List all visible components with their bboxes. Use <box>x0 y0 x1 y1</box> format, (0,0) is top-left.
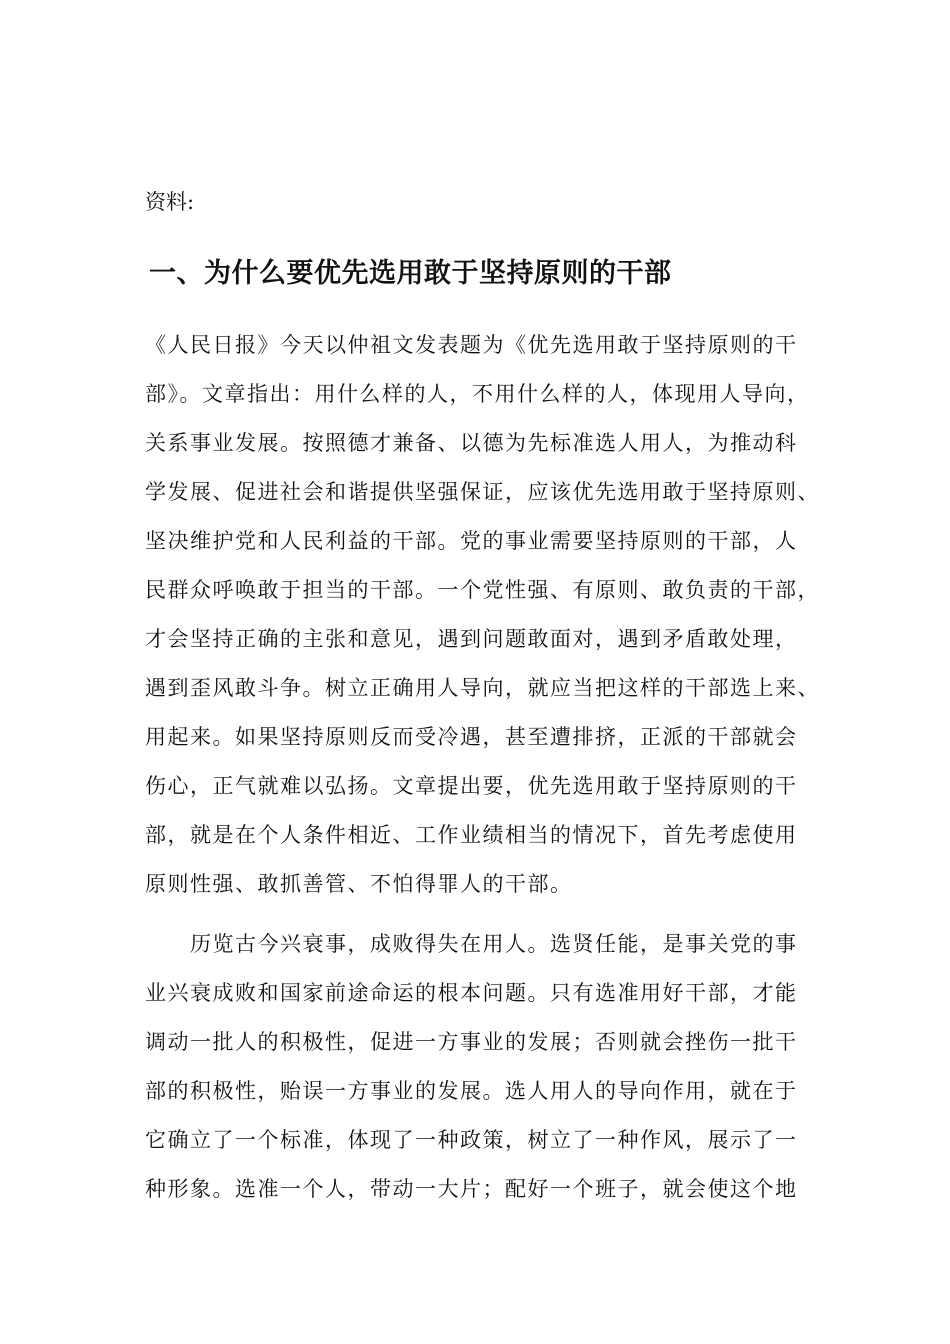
paragraph-line: 原则性强、敢抓善管、不怕得罪人的干部。 <box>145 872 573 896</box>
paragraph-line: 种形象。选准一个人，带动一大片；配好一个班子，就会使这个地 <box>145 1177 798 1201</box>
paragraph-line: 伤心，正气就难以弘扬。文章提出要，优先选用敢于坚持原则的干 <box>145 774 798 798</box>
material-label: 资料: <box>145 190 195 214</box>
paragraph-line: 历览古今兴衰事，成败得失在用人。选贤任能，是事关党的事 <box>145 932 798 956</box>
section-heading: 一、为什么要优先选用敢于坚持原则的干部 <box>149 258 672 289</box>
paragraph-line: 学发展、促进社会和谐提供坚强保证，应该优先选用敢于坚持原则、 <box>145 480 820 504</box>
paragraph-line: 业兴衰成败和国家前途命运的根本问题。只有选准用好干部，才能 <box>145 981 798 1005</box>
paragraph-line: 部的积极性，贻误一方事业的发展。选人用人的导向作用，就在于 <box>145 1079 798 1103</box>
paragraph-line: 关系事业发展。按照德才兼备、以德为先标准选人用人，为推动科 <box>145 431 798 455</box>
paragraph-1 <box>145 321 835 909</box>
paragraph-line: 民群众呼唤敢于担当的干部。一个党性强、有原则、敢负责的干部， <box>145 578 820 602</box>
paragraph-line: 坚决维护党和人民利益的干部。党的事业需要坚持原则的干部，人 <box>145 529 798 553</box>
paragraph-2 <box>145 920 835 1214</box>
paragraph-line: 遇到歪风敢斗争。树立正确用人导向，就应当把这样的干部选上来、 <box>145 676 820 700</box>
paragraph-line: 用起来。如果坚持原则反而受冷遇，甚至遭排挤，正派的干部就会 <box>145 725 798 749</box>
paragraph-line: 调动一批人的积极性，促进一方事业的发展；否则就会挫伤一批干 <box>145 1030 798 1054</box>
paragraph-line: 它确立了一个标准，体现了一种政策，树立了一种作风，展示了一 <box>145 1128 798 1152</box>
paragraph-line: 部》。文章指出：用什么样的人，不用什么样的人，体现用人导向， <box>145 382 810 406</box>
paragraph-line: 《人民日报》今天以仲祖文发表题为《优先选用敢于坚持原则的干 <box>145 333 798 357</box>
paragraph-line: 部，就是在个人条件相近、工作业绩相当的情况下，首先考虑使用 <box>145 823 798 847</box>
paragraph-line: 才会坚持正确的主张和意见，遇到问题敢面对，遇到矛盾敢处理， <box>145 627 798 651</box>
